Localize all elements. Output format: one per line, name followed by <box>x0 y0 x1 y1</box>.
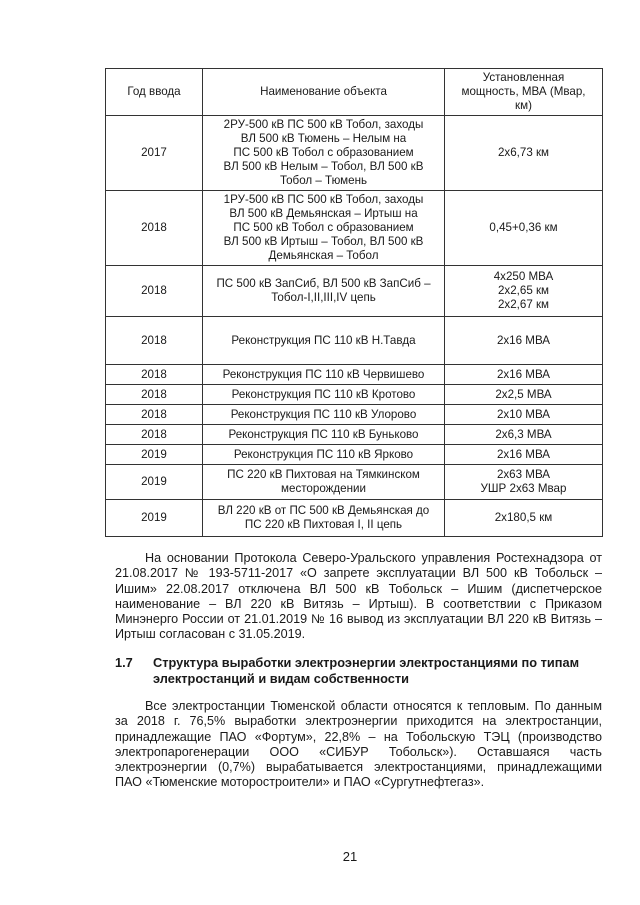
cell-object-name: Реконструкция ПС 110 кВ Ярково <box>203 445 445 465</box>
cell-object-name: Реконструкция ПС 110 кВ Н.Тавда <box>203 317 445 365</box>
table-row <box>106 266 603 317</box>
table-row <box>106 365 603 385</box>
cell-object-name: 1РУ-500 кВ ПС 500 кВ Тобол, заходы ВЛ 500 кВ Демьянская – Иртыш на ПС 500 кВ Тобол с образованием ВЛ 500 кВ Иртыш – Тобол, ВЛ 500 кВ Демьянская – Тобол <box>203 191 445 266</box>
table-row <box>106 385 603 405</box>
cell-year: 2019 <box>106 445 203 465</box>
cell-object-name: 2РУ-500 кВ ПС 500 кВ Тобол, заходы ВЛ 500 кВ Тюмень – Нелым на ПС 500 кВ Тобол с образованием ВЛ 500 кВ Нелым – Тобол, ВЛ 500 кВ Тобол – Тюмень <box>203 116 445 191</box>
page-number: 21 <box>342 849 358 864</box>
body-paragraph-rostekhnadzor: На основании Протокола Северо-Уральского управления Ростехнадзора от 21.08.2017 № 193-5711-2017 «О запрете эксплуатации ВЛ 500 кВ Тобольск – Ишим» 22.08.2017 отключена ВЛ 500 кВ Тобольск – Ишим (диспетчерское наименование – ВЛ 220 кВ Витязь – Иртыш). В соответствии с Приказом Минэнерго России от 21.01.2019 № 16 вывод из эксплуатации ВЛ 220 кВ Витязь – Иртыш согласован с 31.05.2019. <box>115 551 602 642</box>
cell-capacity: 2х16 МВА <box>445 365 603 385</box>
cell-year: 2018 <box>106 425 203 445</box>
cell-capacity: 4х250 МВА 2х2,65 км 2х2,67 км <box>445 266 603 317</box>
table-row <box>106 465 603 500</box>
header-object-name: Наименование объекта <box>203 69 445 116</box>
cell-capacity: 2х180,5 км <box>445 500 603 537</box>
cell-year: 2019 <box>106 500 203 537</box>
cell-year: 2018 <box>106 385 203 405</box>
cell-object-name: Реконструкция ПС 110 кВ Кротово <box>203 385 445 405</box>
cell-year: 2018 <box>106 191 203 266</box>
cell-object-name: Реконструкция ПС 110 кВ Улорово <box>203 405 445 425</box>
cell-capacity: 2х16 МВА <box>445 317 603 365</box>
table-row <box>106 405 603 425</box>
cell-year: 2018 <box>106 266 203 317</box>
table-row <box>106 116 603 191</box>
cell-year: 2018 <box>106 365 203 385</box>
table-row <box>106 317 603 365</box>
header-capacity: Установленная мощность, МВА (Мвар, км) <box>445 69 603 116</box>
cell-capacity: 2х6,3 МВА <box>445 425 603 445</box>
cell-capacity: 2х16 МВА <box>445 445 603 465</box>
cell-object-name: ПС 220 кВ Пихтовая на Тямкинском месторождении <box>203 465 445 500</box>
cell-object-name: Реконструкция ПС 110 кВ Червишево <box>203 365 445 385</box>
cell-capacity: 0,45+0,36 км <box>445 191 603 266</box>
cell-capacity: 2х2,5 МВА <box>445 385 603 405</box>
cell-object-name: ПС 500 кВ ЗапСиб, ВЛ 500 кВ ЗапСиб – Тобол-I,II,III,IV цепь <box>203 266 445 317</box>
cell-year: 2017 <box>106 116 203 191</box>
section-heading <box>115 655 602 687</box>
table-row <box>106 500 603 537</box>
body-paragraph-generation-structure: Все электростанции Тюменской области относятся к тепловым. По данным за 2018 г. 76,5% выработки электроэнергии приходится на электростанции, принадлежащие ПАО «Фортум», 22,8% – на Тобольскую ТЭЦ (производство электропарогенерации ООО «СИБУР Тобольск»). Оставшаяся часть электроэнергии (0,7%) вырабатывается электростанциями, принадлежащими ПАО «Тюменские моторостроители» и ПАО «Сургутнефтегаз». <box>115 699 602 790</box>
table-header-row <box>106 69 603 116</box>
cell-year: 2018 <box>106 405 203 425</box>
header-year: Год ввода <box>106 69 203 116</box>
table-row <box>106 445 603 465</box>
cell-object-name: Реконструкция ПС 110 кВ Буньково <box>203 425 445 445</box>
cell-capacity: 2х6,73 км <box>445 116 603 191</box>
cell-year: 2019 <box>106 465 203 500</box>
cell-year: 2018 <box>106 317 203 365</box>
section-title: Структура выработки электроэнергии электростанциями по типам электростанций и видам собственности <box>153 655 580 686</box>
cell-capacity: 2х63 МВА УШР 2х63 Мвар <box>445 465 603 500</box>
table-row <box>106 425 603 445</box>
cell-capacity: 2х10 МВА <box>445 405 603 425</box>
section-number: 1.7 <box>115 655 133 670</box>
commissioning-table <box>105 68 603 537</box>
cell-object-name: ВЛ 220 кВ от ПС 500 кВ Демьянская до ПС 220 кВ Пихтовая I, II цепь <box>203 500 445 537</box>
table-row <box>106 191 603 266</box>
